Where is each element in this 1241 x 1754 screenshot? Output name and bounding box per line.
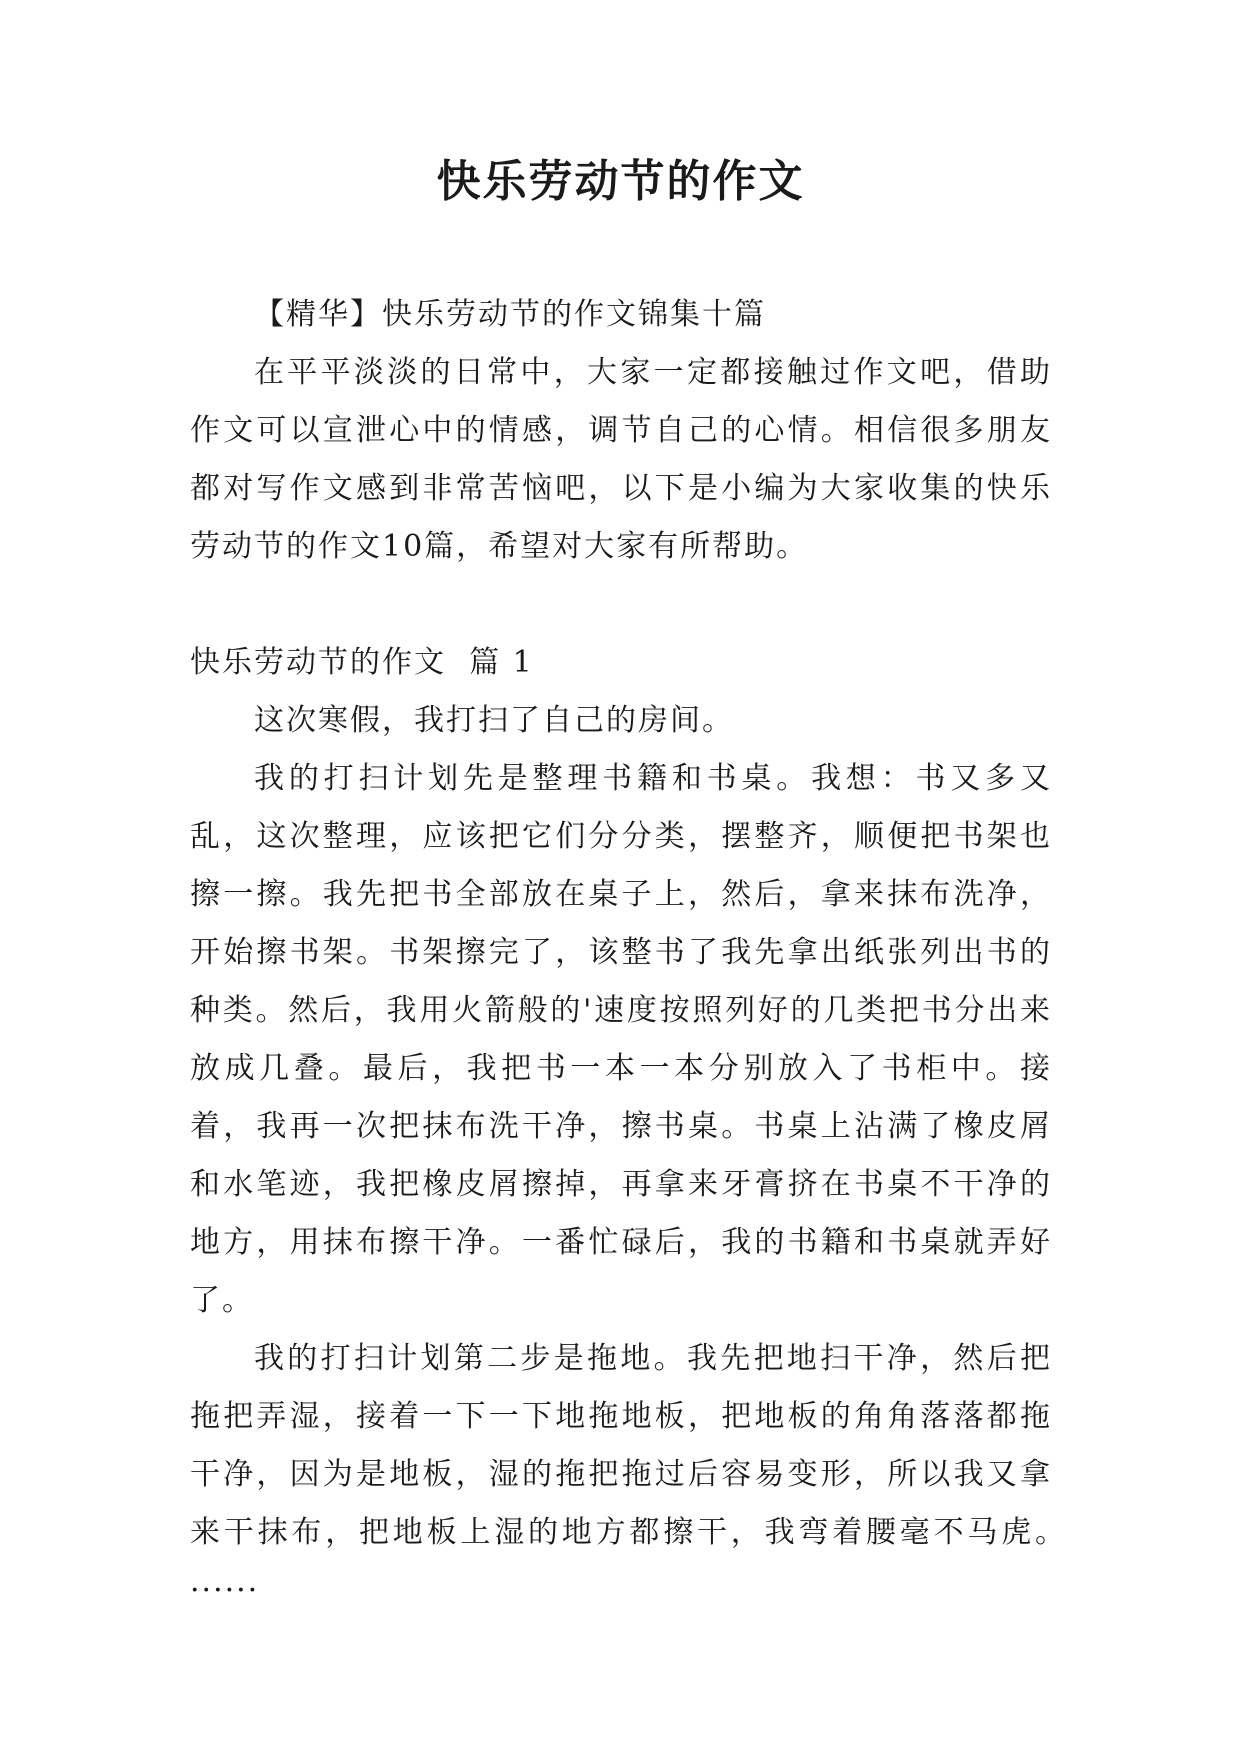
body-paragraph: 这次寒假，我打扫了自己的房间。 xyxy=(254,703,734,738)
body-paragraph: 我的打扫计划第二步是拖地。我先把地扫干净，然后把拖把弄湿，接着一下一下地拖地板，把地板的角角落落都拖干净，因为是地板，湿的拖把拖过后容易变形，所以我又拿来干抹布，把地板上湿的地方都擦干，我弯着腰毫不马虎。······ xyxy=(190,1341,1052,1608)
intro-paragraph: 在平平淡淡的日常中，大家一定都接触过作文吧，借助作文可以宣泄心中的情感，调节自己的心情。相信很多朋友都对写作文感到非常苦恼吧，以下是小编为大家收集的快乐劳动节的作文10篇，希望对大家有所帮助。 xyxy=(190,355,1052,564)
body-paragraph: 我的打扫计划先是整理书籍和书桌。我想：书又多又乱，这次整理，应该把它们分分类，摆整齐，顺便把书架也擦一擦。我先把书全部放在桌子上，然后，拿来抹布洗净，开始擦书架。书架擦完了，该整书了我先拿出纸张列出书的种类。然后，我用火箭般的'速度按照列好的几类把书分出来放成几叠。最后，我把书一本一本分别放入了书柜中。接着，我再一次把抹布洗干净，擦书桌。书桌上沾满了橡皮屑和水笔迹，我把橡皮屑擦掉，再拿来牙膏挤在书桌不干净的地方，用抹布擦干净。一番忙碌后，我的书籍和书桌就弄好了。 xyxy=(190,761,1052,1318)
document-title: 快乐劳动节的作文 xyxy=(436,156,805,207)
document-subtitle: 【精华】快乐劳动节的作文锦集十篇 xyxy=(254,297,766,332)
document-body xyxy=(190,286,1052,1620)
section-heading: 快乐劳动节的作文 篇 1 xyxy=(190,645,534,680)
